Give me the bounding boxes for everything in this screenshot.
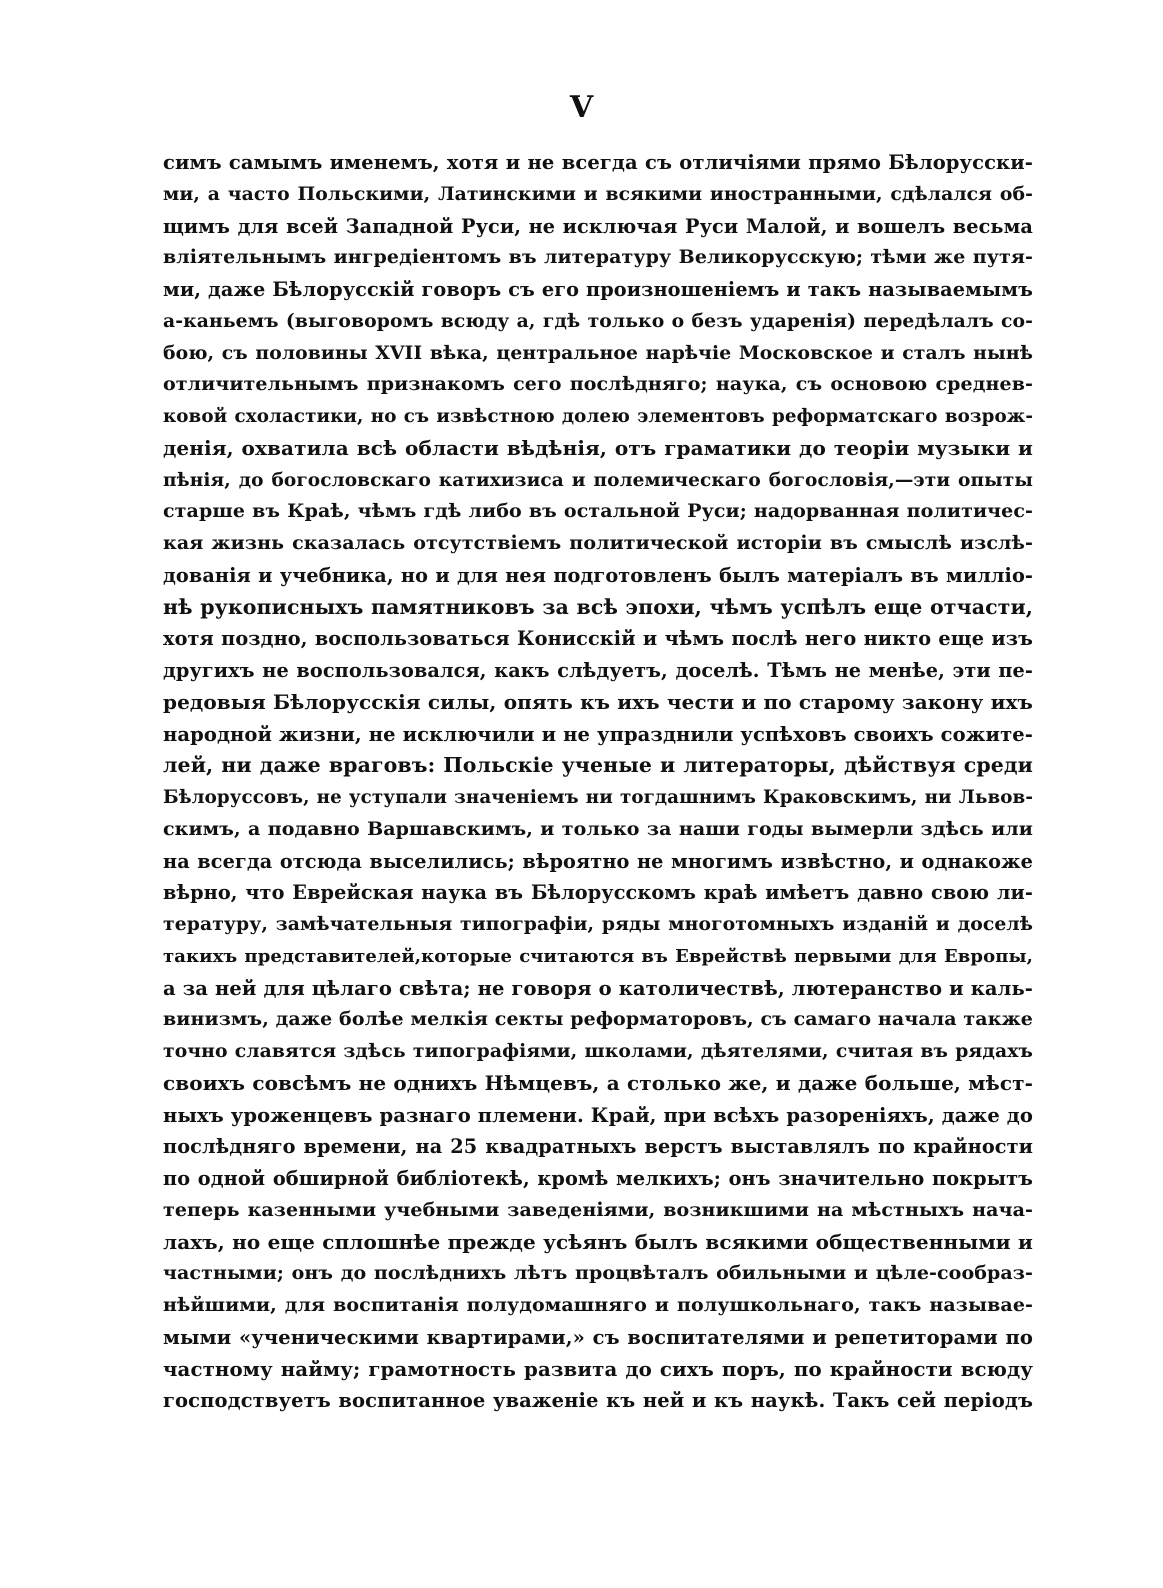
text-line: своихъ совсѣмъ не однихъ Нѣмцевъ, а столько же, и даже больше, мѣст- — [163, 1070, 1033, 1095]
text-line: точно славятся здѣсь типографіями, школами, дѣятелями, считая въ рядахъ — [163, 1040, 1033, 1062]
text-line: ковой схоластики, но съ извѣстною долею элементовъ реформатскаго возрож- — [163, 406, 1033, 427]
text-line: частному найму; грамотность развита до сихъ поръ, по крайности всюду — [163, 1356, 1033, 1381]
body-text — [163, 147, 1033, 1417]
text-line: ми, даже Бѣлорусскій говоръ съ его произношеніемъ и такъ называемымъ — [163, 278, 1033, 301]
text-line: скимъ, а подавно Варшавскимъ, и только за наши годы вымерли здѣсь или — [163, 817, 1033, 840]
text-line: тературу, замѣчательныя типографіи, ряды многотомныхъ изданій и доселѣ — [163, 913, 1033, 935]
text-line: нѣйшими, для воспитанія полудомашняго и полушкольнаго, такъ называе- — [163, 1294, 1033, 1316]
text-line: народной жизни, не исключили и не упразднили успѣховъ своихъ сожите- — [163, 722, 1033, 746]
text-line: Бѣлоруссовъ, не уступали значеніемъ ни тогдашнимъ Краковскимъ, ни Львов- — [163, 787, 1033, 808]
text-line: лахъ, но еще сплошнѣе прежде усѣянъ былъ всякими общественными и — [163, 1229, 1033, 1254]
text-line: на всегда отсюда выселились; вѣроятно не многимъ извѣстно, и однакоже — [163, 849, 1033, 873]
text-line: а-каньемъ (выговоромъ всюду а, гдѣ только о безъ ударенія) передѣлалъ со- — [163, 309, 1033, 332]
text-line: теперь казенными учебными заведеніями, возникшими на мѣстныхъ нача- — [163, 1198, 1033, 1221]
text-line: денія, охватила всѣ области вѣдѣнія, отъ граматики до теоріи музыки и — [163, 435, 1033, 460]
text-line: щимъ для всей Западной Руси, не исключая Руси Малой, и вошелъ весьма — [163, 214, 1033, 238]
text-line: пѣнія, до богословскаго катихизиса и полемическаго богословія,—эти опыты — [163, 469, 1033, 491]
text-line: частными; онъ до послѣднихъ лѣтъ процвѣталъ обильными и цѣле-сообраз- — [163, 1262, 1033, 1285]
text-line: хотя поздно, воспользоваться Конисскій и чѣмъ послѣ него никто еще изъ — [163, 627, 1033, 651]
text-line: кая жизнь сказалась отсутствіемъ политической исторіи въ смыслѣ изслѣ- — [163, 532, 1033, 554]
text-line: редовыя Бѣлорусскія силы, опять къ ихъ чести и по старому закону ихъ — [163, 689, 1033, 714]
text-line: нѣ рукописныхъ памятниковъ за всѣ эпохи, чѣмъ успѣлъ еще отчасти, — [163, 594, 1033, 619]
text-line: другихъ не воспользовался, какъ слѣдуетъ, доселѣ. Тѣмъ не менѣе, эти пе- — [163, 659, 1033, 682]
text-line: вѣрно, что Еврейская наука въ Бѣлорусскомъ краѣ имѣетъ давно свою ли- — [163, 881, 1033, 905]
text-line: послѣдняго времени, на 25 квадратныхъ верстъ выставлялъ по крайности — [163, 1135, 1033, 1159]
text-line: отличительнымъ признакомъ сего послѣдняго; наука, съ основою среднев- — [163, 373, 1033, 396]
text-line: господствуетъ воспитанное уваженіе къ ней и къ наукѣ. Такъ сей періодъ — [163, 1389, 1033, 1413]
text-line: лей, ни даже враговъ: Польскіе ученые и литераторы, дѣйствуя среди — [163, 753, 1033, 778]
text-line: ныхъ уроженцевъ разнаго племени. Край, при всѣхъ разореніяхъ, даже до — [163, 1103, 1033, 1127]
text-line: бою, съ половины XVII вѣка, центральное нарѣчіе Московское и сталъ нынѣ — [163, 341, 1033, 364]
text-line: симъ самымъ именемъ, хотя и не всегда съ отличіями прямо Бѣлорусски- — [163, 151, 1033, 174]
text-line: мыми «ученическими квартирами,» съ воспитателями и репетиторами по — [163, 1325, 1033, 1349]
text-line: винизмъ, даже болѣе мелкія секты реформаторовъ, съ самаго начала также — [163, 1008, 1033, 1031]
text-line: вліятельнымъ ингредіентомъ въ литературу Великорусскую; тѣми же путя- — [163, 246, 1033, 269]
text-line: а за ней для цѣлаго свѣта; не говоря о католичествѣ, лютеранство и каль- — [163, 976, 1033, 1000]
text-line: по одной обширной библіотекѣ, кромѣ мелкихъ; онъ значительно покрытъ — [163, 1167, 1033, 1190]
page-number: V — [569, 90, 594, 125]
text-line: ми, а часто Польскими, Латинскими и всякими иностранными, сдѣлался об- — [163, 182, 1033, 205]
text-line: старше въ Краѣ, чѣмъ гдѣ либо въ остальной Руси; надорванная политичес- — [163, 500, 1033, 523]
text-line: дованія и учебника, но и для нея подготовленъ былъ матеріалъ въ милліо- — [163, 563, 1033, 587]
text-line: такихъ представителей,которые считаются въ Еврействѣ первыми для Европы, — [163, 945, 1033, 967]
